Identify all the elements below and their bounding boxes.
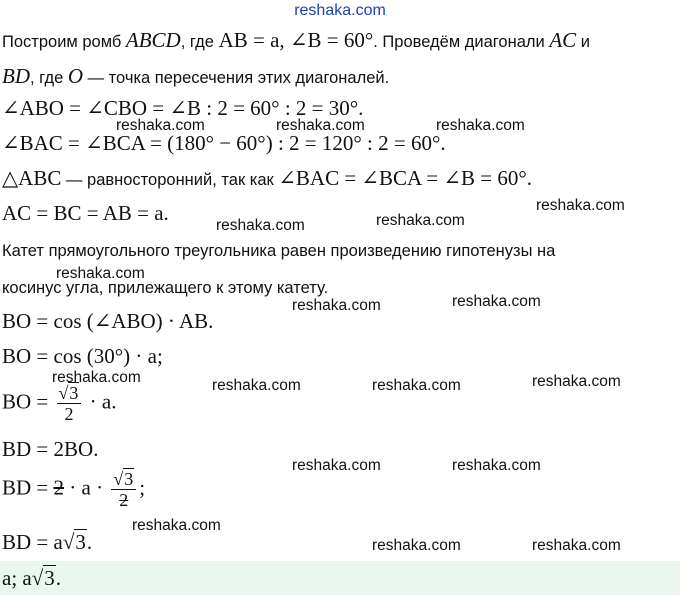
- math-bd: BD: [2, 64, 30, 88]
- watermark: reshaka.com: [372, 537, 461, 554]
- lhs: BD = a: [2, 530, 63, 554]
- equation-bo-cos30: BO = cos (30°) · a;: [2, 344, 163, 368]
- equation-bo-fraction: [2, 384, 116, 423]
- radicand: 3: [124, 469, 134, 489]
- watermark: reshaka.com: [292, 457, 381, 474]
- watermark: reshaka.com: [276, 117, 365, 134]
- watermark: reshaka.com: [532, 373, 621, 390]
- denominator: 2: [64, 404, 74, 424]
- end: .: [55, 566, 62, 590]
- paragraph-cathetus-rule-1: Катет прямоугольного треугольника равен произведению гипотенузы на: [2, 242, 556, 260]
- mid: · a ·: [69, 475, 104, 500]
- cancelled-factor: 2: [53, 475, 65, 500]
- answer-box: [0, 561, 680, 595]
- watermark: reshaka.com: [216, 217, 305, 234]
- radicand: 3: [69, 383, 79, 403]
- sqrt: √3: [31, 566, 55, 590]
- watermark: reshaka.com: [132, 517, 221, 534]
- paragraph-diagonals: [2, 64, 389, 89]
- equation-bd-result: [2, 530, 92, 555]
- equation-equilateral: [2, 166, 532, 191]
- watermark: reshaka.com: [376, 212, 465, 229]
- cancelled-denominator: 2: [119, 490, 129, 510]
- watermark: reshaka.com: [52, 369, 141, 386]
- answer-text: [2, 566, 61, 591]
- answer-prefix: a; a: [2, 566, 32, 590]
- lhs: BO =: [2, 389, 49, 414]
- watermark: reshaka.com: [56, 265, 145, 282]
- end: ;: [139, 475, 146, 500]
- end: .: [86, 530, 93, 554]
- paragraph-cathetus-rule-2: косинус угла, прилежащего к этому катету.: [2, 279, 329, 297]
- equation-angle-abo: ∠ABO = ∠CBO = ∠B : 2 = 60° : 2 = 30°.: [2, 96, 364, 120]
- equation-sides-equal: AC = BC = AB = a.: [2, 201, 169, 225]
- lhs: BD =: [2, 475, 49, 500]
- math-triangle-abc: △ABC: [2, 166, 62, 190]
- radicand: 3: [44, 566, 55, 590]
- equation-bd-2bo: BD = 2BO.: [2, 437, 99, 461]
- watermark: reshaka.com: [372, 377, 461, 394]
- math-o: O: [67, 64, 84, 88]
- math-ac: AC: [549, 28, 577, 52]
- text: — точка пересечения этих диагоналей.: [83, 69, 390, 87]
- watermark: reshaka.com: [452, 293, 541, 310]
- equation-angle-bac: ∠BAC = ∠BCA = (180° − 60°) : 2 = 120° : 2 = 60°.: [2, 131, 446, 155]
- text: . Проведём диагонали: [373, 33, 550, 51]
- rhs: · a.: [89, 389, 117, 414]
- text: , где: [180, 33, 219, 51]
- fraction: $\frac{√3}{2}$: [57, 384, 82, 423]
- math-abcd: ABCD: [125, 28, 181, 52]
- math-angles: ∠BAC = ∠BCA = ∠B = 60°.: [278, 166, 532, 190]
- text: — равносторонний, так как: [61, 171, 279, 189]
- equation-bo-cos: BO = cos (∠ABO) · AB.: [2, 309, 214, 333]
- watermark: reshaka.com: [452, 457, 541, 474]
- site-watermark-top: reshaka.com: [294, 2, 386, 19]
- watermark: reshaka.com: [292, 297, 381, 314]
- watermark: reshaka.com: [536, 197, 625, 214]
- text: Построим ромб: [2, 33, 126, 51]
- watermark: reshaka.com: [436, 117, 525, 134]
- watermark: reshaka.com: [116, 117, 205, 134]
- text: , где: [30, 69, 68, 87]
- math-given: AB = a, ∠B = 60°: [218, 28, 374, 52]
- radicand: 3: [75, 530, 86, 554]
- text: и: [576, 33, 590, 51]
- watermark: reshaka.com: [212, 377, 301, 394]
- sqrt: √3: [62, 530, 86, 554]
- equation-bd-fraction: [2, 470, 145, 509]
- watermark: reshaka.com: [532, 537, 621, 554]
- fraction: $\frac{√3}{2}$: [111, 470, 136, 509]
- paragraph-construct-rhombus: [2, 28, 590, 53]
